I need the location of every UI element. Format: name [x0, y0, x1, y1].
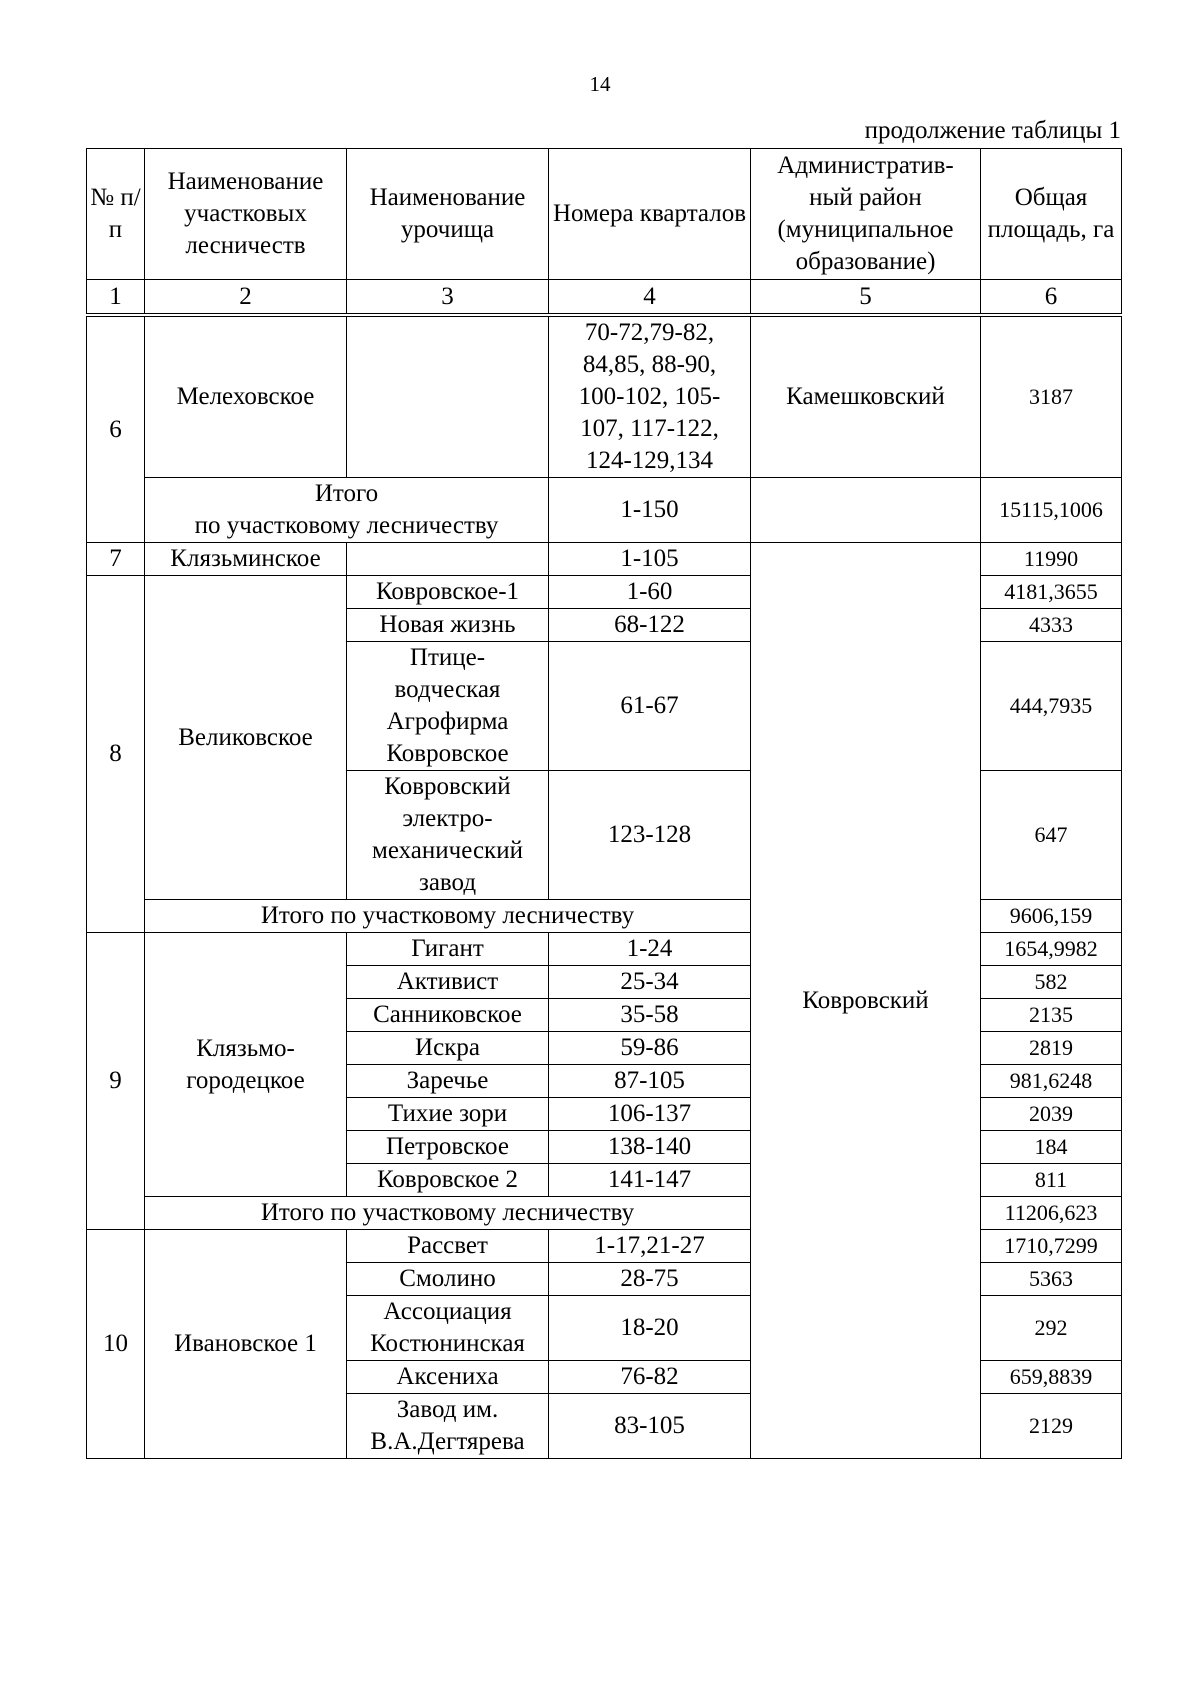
quarter-numbers: 83-105 — [549, 1394, 751, 1459]
quarter-numbers: 68-122 — [549, 609, 751, 642]
forestry-name: Ивановское 1 — [145, 1230, 347, 1459]
tract-name: Рассвет — [347, 1230, 549, 1263]
area-value: 5363 — [981, 1263, 1122, 1296]
tract-name: Заречье — [347, 1065, 549, 1098]
area-value: 2129 — [981, 1394, 1122, 1459]
quarter-numbers: 123-128 — [549, 771, 751, 900]
quarter-numbers: 1-17,21-27 — [549, 1230, 751, 1263]
area-value: 2135 — [981, 999, 1122, 1032]
column-number-row — [87, 280, 1122, 316]
table-continuation-label: продолжение таблицы 1 — [864, 117, 1121, 144]
area-value: 2819 — [981, 1032, 1122, 1065]
area-value: 292 — [981, 1296, 1122, 1361]
quarter-numbers: 76-82 — [549, 1361, 751, 1394]
total-label: Итого по участковому лесничеству — [145, 1197, 751, 1230]
row-number: 6 — [87, 315, 145, 543]
area-value: 444,7935 — [981, 642, 1122, 771]
row-number: 9 — [87, 933, 145, 1230]
tract-name: Завод им. В.А.Дегтярева — [347, 1394, 549, 1459]
column-number: 6 — [981, 280, 1122, 316]
tract-name: Аксениха — [347, 1361, 549, 1394]
table-row-total — [87, 478, 1122, 543]
column-number: 4 — [549, 280, 751, 316]
forestry-name: Мелеховское — [145, 315, 347, 478]
area-value: 582 — [981, 966, 1122, 999]
tract-name: Ковровское-1 — [347, 576, 549, 609]
area-total: 11206,623 — [981, 1197, 1122, 1230]
quarter-numbers: 61-67 — [549, 642, 751, 771]
district-empty — [751, 478, 981, 543]
tract-name: Ковровский электро- механический завод — [347, 771, 549, 900]
quarter-numbers: 1-150 — [549, 478, 751, 543]
quarter-numbers: 25-34 — [549, 966, 751, 999]
quarter-numbers: 106-137 — [549, 1098, 751, 1131]
area-value: 11990 — [981, 543, 1122, 576]
tract-name: Птице- водческая Агрофирма Ковровское — [347, 642, 549, 771]
header-district: Административ- ный район (муниципальное образование) — [751, 149, 981, 280]
header-tract: Наименование урочища — [347, 149, 549, 280]
area-value: 184 — [981, 1131, 1122, 1164]
quarter-numbers: 59-86 — [549, 1032, 751, 1065]
quarter-numbers: 1-24 — [549, 933, 751, 966]
area-value: 2039 — [981, 1098, 1122, 1131]
quarter-numbers: 28-75 — [549, 1263, 751, 1296]
forestry-name: Великовское — [145, 576, 347, 900]
page-number: 14 — [589, 72, 611, 96]
quarter-numbers: 35-58 — [549, 999, 751, 1032]
forestry-table — [86, 148, 1122, 1459]
quarter-numbers: 1-60 — [549, 576, 751, 609]
tract-name: Петровское — [347, 1131, 549, 1164]
tract-name: Ковровское 2 — [347, 1164, 549, 1197]
quarter-numbers: 87-105 — [549, 1065, 751, 1098]
tract-name: Активист — [347, 966, 549, 999]
row-number: 7 — [87, 543, 145, 576]
header-num: № п/п — [87, 149, 145, 280]
tract-name: Тихие зори — [347, 1098, 549, 1131]
area-value: 4181,3655 — [981, 576, 1122, 609]
table-header-row — [87, 149, 1122, 280]
quarter-numbers: 138-140 — [549, 1131, 751, 1164]
total-label: Итого по участковому лесничеству — [145, 900, 751, 933]
total-label: Итого по участковому лесничеству — [145, 478, 549, 543]
area-value: 811 — [981, 1164, 1122, 1197]
column-number: 5 — [751, 280, 981, 316]
table-row — [87, 315, 1122, 478]
area-value: 4333 — [981, 609, 1122, 642]
column-number: 2 — [145, 280, 347, 316]
tract-name: Новая жизнь — [347, 609, 549, 642]
area-total: 9606,159 — [981, 900, 1122, 933]
quarter-numbers: 1-105 — [549, 543, 751, 576]
column-number: 1 — [87, 280, 145, 316]
tract-name — [347, 315, 549, 478]
forestry-name: Клязьмо- городецкое — [145, 933, 347, 1197]
area-value: 3187 — [981, 315, 1122, 478]
tract-name — [347, 543, 549, 576]
tract-name: Ассоциация Костюнинская — [347, 1296, 549, 1361]
area-value: 981,6248 — [981, 1065, 1122, 1098]
table-row — [87, 543, 1122, 576]
quarter-numbers: 70-72,79-82, 84,85, 88-90, 100-102, 105- 107, 117-122, 124-129,134 — [549, 315, 751, 478]
tract-name: Санниковское — [347, 999, 549, 1032]
tract-name: Гигант — [347, 933, 549, 966]
header-forestry: Наименование участковых лесничеств — [145, 149, 347, 280]
header-area: Общая площадь, га — [981, 149, 1122, 280]
district-name: Ковровский — [751, 543, 981, 1459]
forestry-name: Клязьминское — [145, 543, 347, 576]
quarter-numbers: 141-147 — [549, 1164, 751, 1197]
area-value: 1710,7299 — [981, 1230, 1122, 1263]
district-name: Камешковский — [751, 315, 981, 478]
row-number: 10 — [87, 1230, 145, 1459]
area-value: 1654,9982 — [981, 933, 1122, 966]
area-total: 15115,1006 — [981, 478, 1122, 543]
area-value: 647 — [981, 771, 1122, 900]
tract-name: Смолино — [347, 1263, 549, 1296]
header-quarters: Номера кварталов — [549, 149, 751, 280]
area-value: 659,8839 — [981, 1361, 1122, 1394]
row-number: 8 — [87, 576, 145, 933]
column-number: 3 — [347, 280, 549, 316]
tract-name: Искра — [347, 1032, 549, 1065]
quarter-numbers: 18-20 — [549, 1296, 751, 1361]
